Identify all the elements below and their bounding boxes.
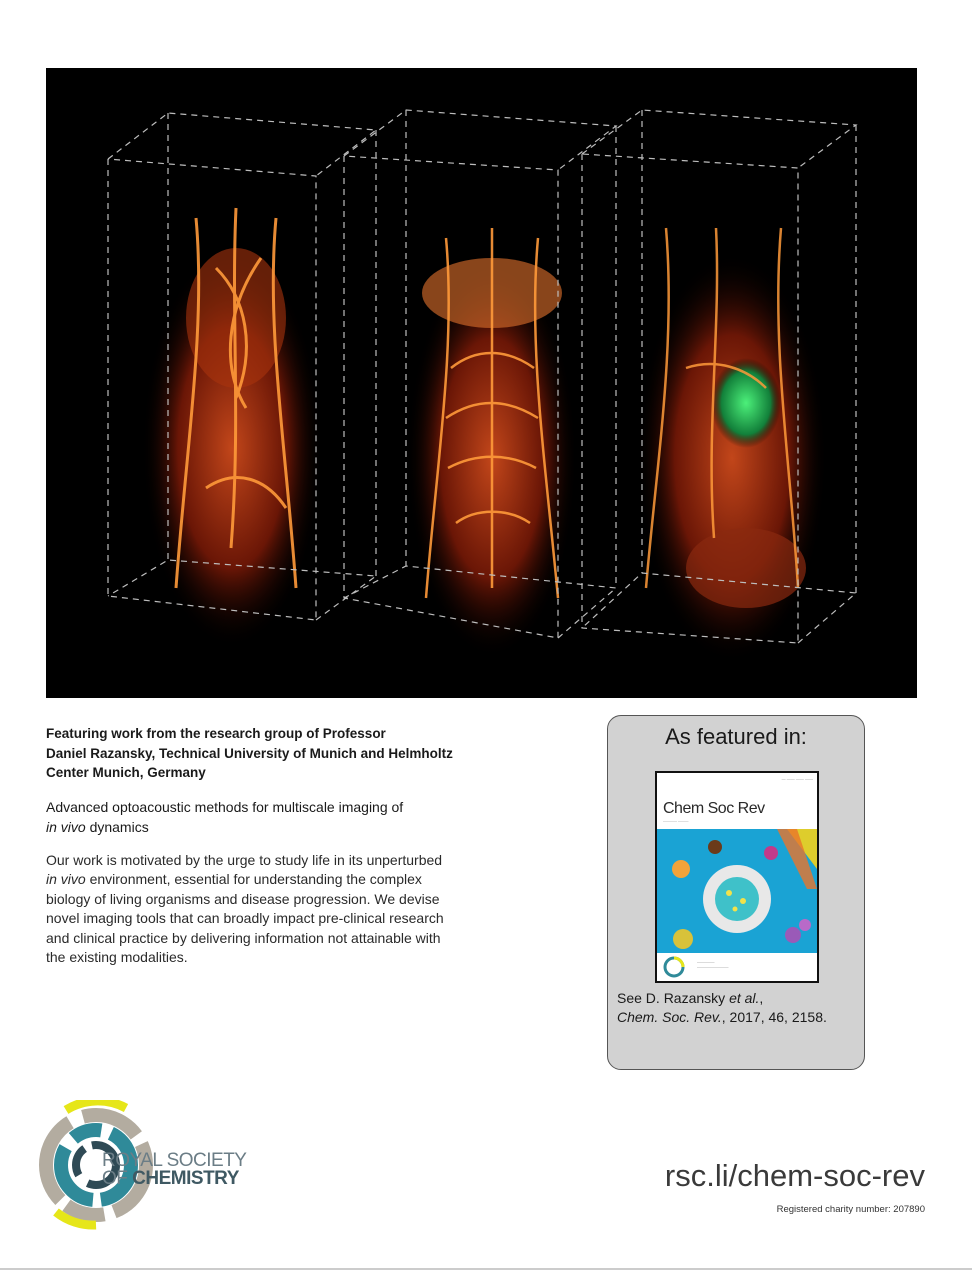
cover-issue-line: ― ―― ―― ―― [781,776,813,781]
lead-line: Featuring work from the research group of Professor [46,726,386,741]
citation-etal: et al. [729,990,760,1006]
citation-line [617,989,827,1008]
body-line: and clinical practice by delivering information not attainable with [46,929,441,946]
featured-title: As featured in: [665,724,807,749]
journal-url-link[interactable]: rsc.li/chem-soc-rev [664,1158,925,1193]
optoacoustic-mouse-panels [46,68,917,698]
citation-volume: , 2017, 46, 2158. [721,1009,827,1025]
article-title [46,797,496,837]
citation-comma: , [759,990,764,1006]
as-featured-in-box [607,715,865,1070]
citation-line [617,1008,827,1027]
cover-image [46,68,917,698]
title-line: Advanced optoacoustic methods for multiscale imaging of [46,798,404,815]
cover-footer [657,953,817,981]
citation [617,989,827,1027]
org-line-1: ROYAL SOCIETY [102,1150,247,1171]
cover-footer-text: ――――― ――――――――― [697,960,729,969]
body-italic: in vivo [46,871,86,888]
featuring-lead [46,724,496,783]
body-line: novel imaging tools that can broadly impact pre-clinical research [46,910,444,927]
body-paragraph [46,851,496,969]
cover-rsc-logo-icon [663,956,693,978]
cover-journal-title: Chem Soc Rev [663,800,765,817]
org-line-2 [102,1170,246,1188]
citation-journal: Chem. Soc. Rev. [617,1009,722,1025]
title-italic: in vivo [46,818,86,835]
body-line [46,870,496,890]
org-of: OF [102,1168,133,1189]
body-rest: environment, essential for understanding the complex [85,871,422,888]
feature-description [46,724,496,968]
citation-authors: See D. Razansky [617,990,730,1006]
body-line: the existing modalities. [46,949,188,966]
cover-subtitle-line: ―――― ――― [663,819,689,823]
org-chemistry: CHEMISTRY [132,1168,239,1189]
body-line: biology of living organisms and disease progression. We devise [46,890,440,907]
mouse-panel-1 [108,113,376,648]
title-rest: dynamics [85,818,149,835]
rsc-org-name [102,1152,246,1188]
body-line: Our work is motivated by the urge to study life in its unperturbed [46,851,443,868]
title-line [46,817,496,837]
charity-number: Registered charity number: 207890 [776,1204,925,1215]
journal-cover-thumbnail[interactable] [655,771,819,983]
mouse-panel-2 [344,110,616,658]
lead-line: Daniel Razansky, Technical University of Munich and Helmholtz [46,745,453,761]
lead-line: Center Munich, Germany [46,765,206,780]
mouse-panel-3 [582,110,856,663]
page-divider [0,1268,972,1270]
cover-artwork [657,829,817,957]
